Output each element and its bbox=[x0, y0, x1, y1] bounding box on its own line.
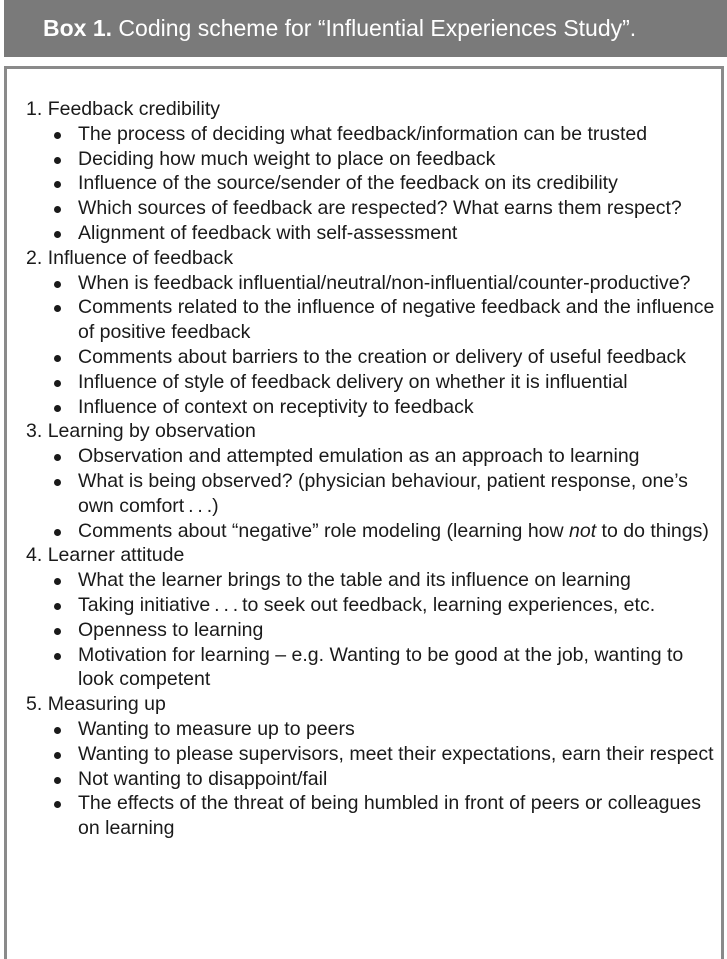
section-item-list bbox=[26, 271, 721, 420]
list-item: Taking initiative . . . to seek out feedback, learning experiences, etc. bbox=[26, 593, 721, 618]
section-title bbox=[26, 419, 721, 444]
section-title bbox=[26, 97, 721, 122]
list-item: Which sources of feedback are respected? What earns them respect? bbox=[26, 196, 721, 221]
section-number: 3. bbox=[26, 420, 43, 443]
section-number: 2. bbox=[26, 246, 43, 269]
list-item: Wanting to measure up to peers bbox=[26, 717, 721, 742]
box-title: Coding scheme for “Influential Experiences Study”. bbox=[118, 15, 637, 41]
list-item: Motivation for learning – e.g. Wanting to be good at the job, wanting to look competent bbox=[26, 643, 721, 693]
list-item: Comments related to the influence of negative feedback and the influence of positive feedback bbox=[26, 295, 721, 345]
list-item: What is being observed? (physician behaviour, patient response, one’s own comfort . . .) bbox=[26, 469, 721, 519]
box-header bbox=[4, 0, 727, 57]
list-item: What the learner brings to the table and its influence on learning bbox=[26, 568, 721, 593]
box-label: Box 1. bbox=[43, 15, 113, 41]
section-number: 1. bbox=[26, 98, 43, 120]
list-item: Comments about barriers to the creation or delivery of useful feedback bbox=[26, 345, 721, 370]
section-item-list bbox=[26, 122, 721, 246]
list-item: Deciding how much weight to place on feedback bbox=[26, 147, 721, 172]
list-item: When is feedback influential/neutral/non-influential/counter-productive? bbox=[26, 271, 721, 296]
section-number: 5. bbox=[26, 693, 43, 716]
list-item: Alignment of feedback with self-assessment bbox=[26, 221, 721, 246]
list-item: Influence of context on receptivity to feedback bbox=[26, 395, 721, 420]
list-item: The effects of the threat of being humbled in front of peers or colleagues on learning bbox=[26, 791, 721, 841]
list-item: Wanting to please supervisors, meet their expectations, earn their respect bbox=[26, 742, 721, 767]
box-panel bbox=[4, 66, 724, 959]
section-title bbox=[26, 692, 721, 717]
section-name: Influence of feedback bbox=[47, 246, 234, 269]
section-item-list bbox=[26, 568, 721, 692]
section-name: Feedback credibility bbox=[47, 98, 221, 120]
section-name: Learning by observation bbox=[47, 420, 256, 443]
section-title bbox=[26, 543, 721, 568]
list-item: Observation and attempted emulation as an approach to learning bbox=[26, 444, 721, 469]
list-item: Openness to learning bbox=[26, 618, 721, 643]
section-item-list bbox=[26, 444, 721, 543]
list-item: Comments about “negative” role modeling (learning how not to do things) bbox=[26, 519, 721, 544]
section-title bbox=[26, 246, 721, 271]
coding-scheme-content bbox=[26, 97, 721, 841]
section-item-list bbox=[26, 717, 721, 841]
list-item: Influence of style of feedback delivery on whether it is influential bbox=[26, 370, 721, 395]
section-number: 4. bbox=[26, 544, 43, 567]
list-item: The process of deciding what feedback/information can be trusted bbox=[26, 122, 721, 147]
section-name: Learner attitude bbox=[47, 544, 185, 567]
list-item: Influence of the source/sender of the feedback on its credibility bbox=[26, 171, 721, 196]
list-item: Not wanting to disappoint/fail bbox=[26, 767, 721, 792]
section-name: Measuring up bbox=[47, 693, 166, 716]
emphasis-not: not bbox=[569, 519, 597, 542]
